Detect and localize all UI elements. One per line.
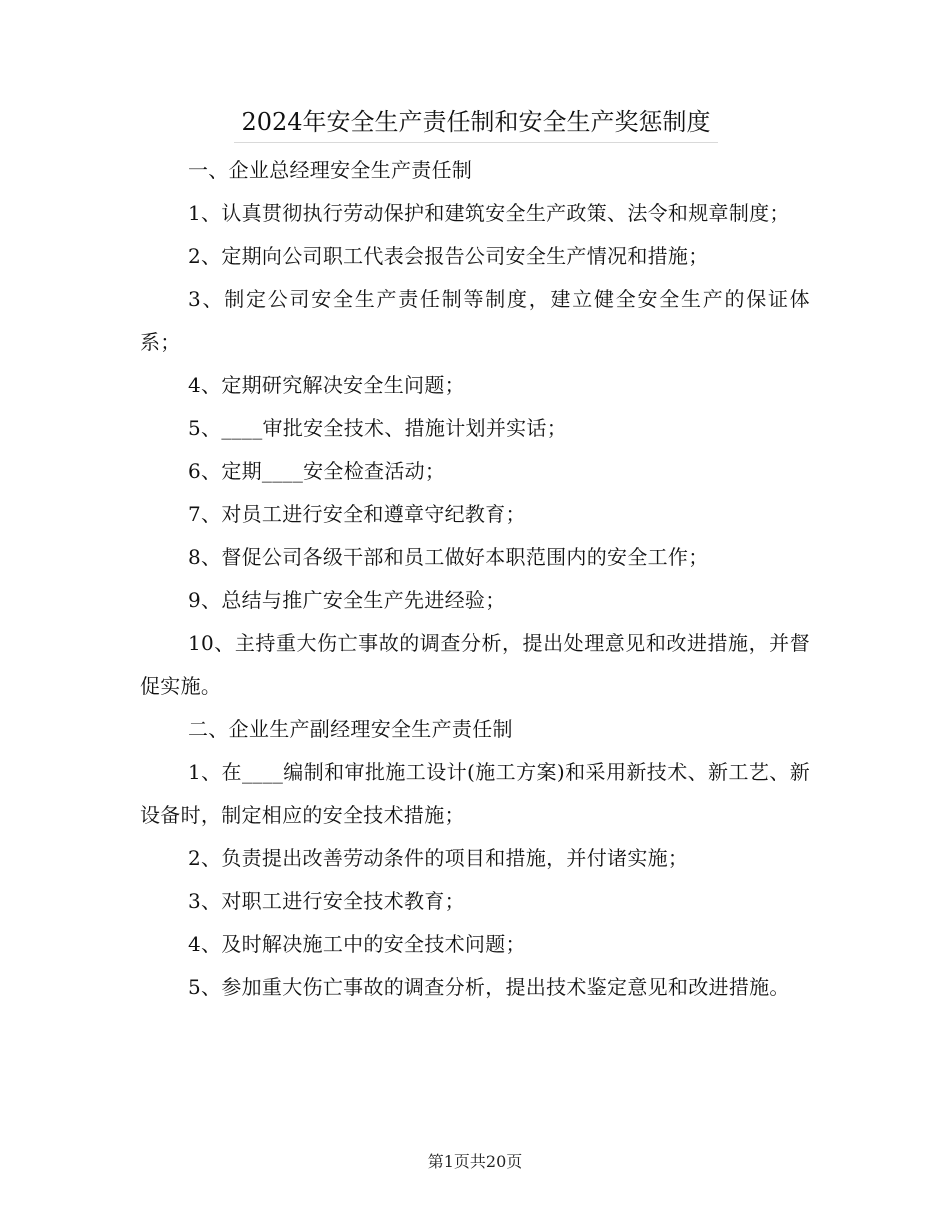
- paragraph-item: 9、总结与推广安全生产先进经验；: [188, 588, 506, 612]
- paragraph-item: 2、定期向公司职工代表会报告公司安全生产情况和措施；: [188, 244, 709, 268]
- paragraph-item: 3、制定公司安全生产责任制等制度，建立健全安全生产的保证体系；: [140, 287, 810, 354]
- paragraph-item: 2、负责提出改善劳动条件的项目和措施，并付诸实施；: [188, 846, 689, 870]
- paragraph-item: 6、定期____安全检查活动；: [188, 459, 446, 483]
- page-number-footer: 第1页共20页: [427, 1152, 523, 1171]
- paragraph-item: 5、参加重大伤亡事故的调查分析，提出技术鉴定意见和改进措施。: [188, 975, 790, 999]
- paragraph-item: 5、____审批安全技术、措施计划并实话；: [188, 416, 568, 440]
- paragraph-item: 4、定期研究解决安全生问题；: [188, 373, 465, 397]
- section-heading-1: 一、企业总经理安全生产责任制: [188, 158, 473, 182]
- paragraph-item: 7、对员工进行安全和遵章守纪教育；: [188, 502, 526, 526]
- paragraph-item: 1、在____编制和审批施工设计(施工方案)和采用新技术、新工艺、新设备时，制定相应的安全技术措施；: [140, 760, 810, 827]
- paragraph-item: 8、督促公司各级干部和员工做好本职范围内的安全工作；: [188, 545, 709, 569]
- paragraph-item: 10、主持重大伤亡事故的调查分析，提出处理意见和改进措施，并督促实施。: [140, 631, 810, 698]
- paragraph-item: 1、认真贯彻执行劳动保护和建筑安全生产政策、法令和规章制度；: [188, 201, 790, 225]
- document-title: 2024年安全生产责任制和安全生产奖惩制度: [234, 102, 718, 143]
- document-body: [140, 149, 810, 1009]
- paragraph-item: 4、及时解决施工中的安全技术问题；: [188, 932, 526, 956]
- paragraph-item: 3、对职工进行安全技术教育；: [188, 889, 465, 913]
- section-heading-2: 二、企业生产副经理安全生产责任制: [188, 717, 513, 741]
